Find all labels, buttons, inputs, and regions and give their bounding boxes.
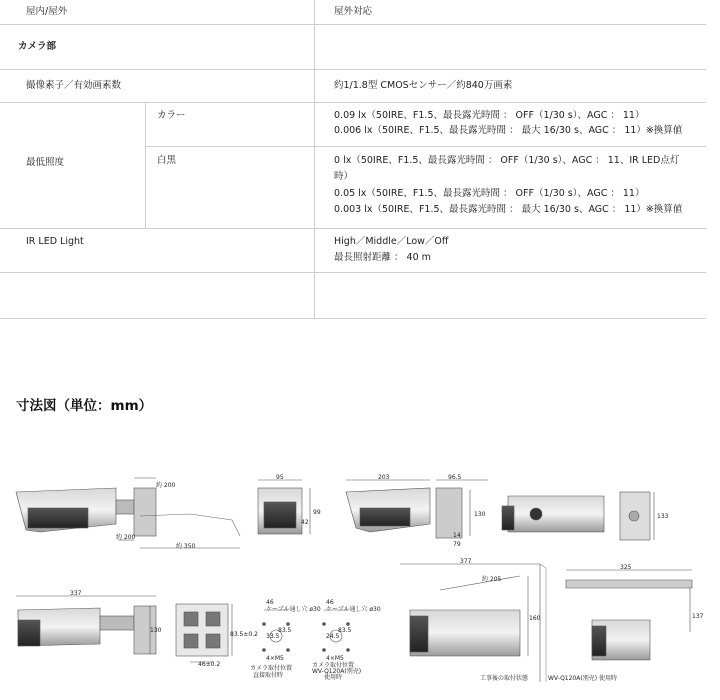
dim-label: 99 — [313, 509, 321, 516]
dim-label: 83.5 — [278, 627, 292, 634]
illum-bw-line2: 時） — [334, 171, 354, 182]
caption: カメラ取付位置 — [250, 665, 293, 672]
caption: 直接取付時 — [253, 672, 284, 679]
illum-color-label: カラー — [157, 110, 186, 121]
spec-value: 約1/1.8型 CMOSセンサー／約840万画素 — [334, 80, 513, 91]
dim-label: 約 200 — [116, 534, 136, 541]
dim-label: 133 — [657, 513, 669, 520]
dim-label: 95 — [276, 474, 284, 481]
spec-label: 撮像素子／有効画素数 — [26, 80, 122, 91]
drawing-side-mid — [346, 474, 488, 548]
dimensions-title: 寸法図（単位：mm） — [16, 398, 153, 414]
dim-label: 42 — [301, 519, 309, 526]
caption: カメラ取付位置 — [312, 662, 355, 669]
column-divider — [145, 102, 146, 228]
dim-note: ケーブル通し穴 ø30 — [266, 606, 321, 613]
illum-color-line1: 0.09 lx（50IRE、F1.5、最長露光時間 ： OFF（1/30 s）、AGC ： 11） — [334, 110, 645, 121]
drawing-front — [258, 474, 321, 534]
dim-label: 4×M5 — [326, 655, 344, 662]
dim-label: 14 — [453, 532, 461, 539]
caption: WV-Q120A(別売) — [312, 668, 362, 675]
drawing-side-low — [16, 590, 162, 654]
dim-label: 130 — [150, 627, 162, 634]
drawing-wall-install — [400, 558, 546, 682]
caption: 使用時 — [324, 674, 343, 681]
dimension-drawings-svg — [0, 460, 720, 697]
drawing-q120-install — [548, 564, 704, 682]
illum-bw-label: 白黒 — [157, 155, 177, 166]
dim-label: 46 — [266, 599, 274, 606]
section-label: カメラ部 — [18, 41, 57, 52]
dim-label: 203 — [378, 474, 390, 481]
column-divider — [314, 272, 315, 318]
dim-label: 24.5 — [326, 633, 340, 640]
spec-row-sensor — [0, 69, 706, 103]
spec-row-install — [0, 0, 706, 25]
column-divider — [314, 102, 315, 228]
drawing-top-right — [502, 492, 669, 540]
irled-line1: High／Middle／Low／Off — [334, 236, 449, 247]
caption: 工事後の取付状態 — [480, 675, 529, 682]
dim-label: 377 — [460, 558, 472, 565]
spec-value: 屋外対応 — [334, 6, 373, 17]
illum-bw-line4: 0.003 lx（50IRE、F1.5、最長露光時間 ： 最大 16/30 s、AGC ： 11）※換算値 — [334, 204, 683, 215]
dim-label: 約 200 — [156, 482, 176, 489]
dim-label: 46±0.2 — [198, 661, 221, 668]
dim-label: 83.5 — [338, 627, 352, 634]
dim-label: 79 — [453, 541, 461, 548]
spec-row-empty — [0, 272, 706, 319]
dim-label: 325 — [620, 564, 632, 571]
dim-label: 46 — [326, 599, 334, 606]
section-camera — [0, 24, 706, 70]
irled-line2: 最長照射距離 ： 40 m — [334, 252, 431, 263]
spec-row-illumination — [0, 102, 706, 229]
spec-label: 最低照度 — [26, 157, 65, 168]
dim-label: 137 — [692, 613, 704, 620]
spec-row-irled — [0, 228, 706, 273]
dim-label: 130 — [474, 511, 486, 518]
spec-label: 屋内/屋外 — [26, 6, 68, 17]
column-divider — [314, 24, 315, 69]
illum-bw-line3: 0.05 lx（50IRE、F1.5、最長露光時間 ： OFF（1/30 s）、AGC ： 11） — [334, 188, 645, 199]
dim-label: 160 — [529, 615, 541, 622]
drawing-side-top — [16, 478, 240, 550]
dim-label: 33.5 — [266, 633, 280, 640]
illum-bw-line1: 0 lx（50IRE、F1.5、最長露光時間 ： OFF（1/30 s）、AGC ： 11、IR LED点灯 — [334, 155, 680, 166]
dim-label: 337 — [70, 590, 82, 597]
dim-label: 約 350 — [176, 543, 196, 550]
column-divider — [314, 69, 315, 102]
illum-color-line2: 0.006 lx（50IRE、F1.5、最長露光時間 ： 最大 16/30 s、AGC ： 11）※換算値 — [334, 125, 683, 136]
drawing-base — [176, 604, 258, 668]
spec-label: IR LED Light — [26, 236, 84, 247]
drawing-mount-a — [250, 599, 321, 679]
caption: WV-Q120A(別売) 使用時 — [548, 675, 617, 682]
dim-label: 4×M5 — [266, 655, 284, 662]
dim-label: 83.5±0.2 — [230, 631, 258, 638]
column-divider — [314, 228, 315, 272]
dim-label: 96.5 — [448, 474, 462, 481]
dim-label: 約 205 — [482, 576, 502, 583]
drawing-mount-b — [312, 599, 381, 681]
column-divider — [314, 0, 315, 24]
dim-note: ケーブル通し穴 ø30 — [326, 606, 381, 613]
sub-divider — [145, 146, 706, 147]
dimension-drawings — [0, 460, 720, 697]
